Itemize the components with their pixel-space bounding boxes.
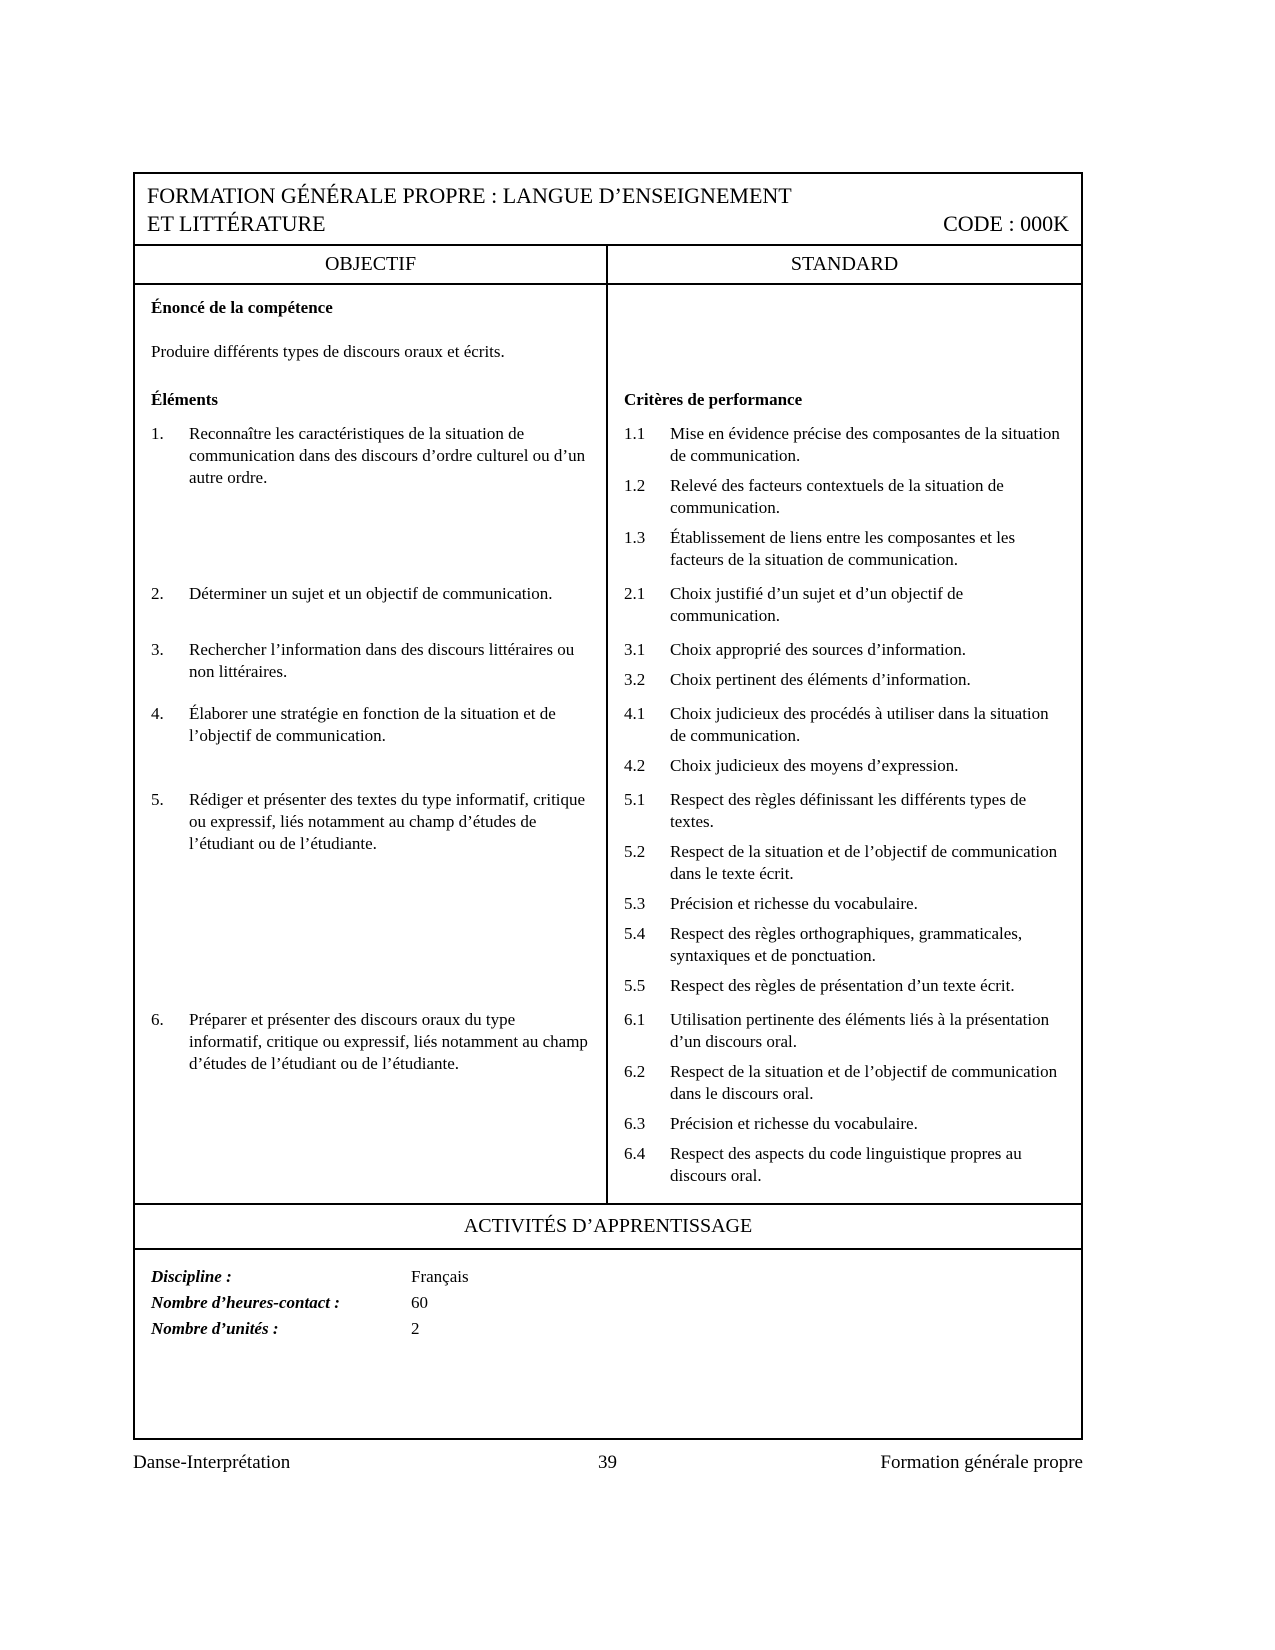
criterion-text: Respect des règles de présentation d’un texte écrit.: [670, 976, 1015, 995]
objectif-cell: [135, 691, 608, 777]
criterion-number: 4.1: [624, 704, 646, 723]
criterion-item: [624, 1061, 1065, 1105]
document-title-line2: ET LITTÉRATURE: [147, 211, 326, 236]
objectif-cell: [135, 627, 608, 691]
criterion-number: 2.1: [624, 584, 646, 603]
criterion-number: 1.2: [624, 476, 646, 495]
criterion-number: 6.3: [624, 1114, 646, 1133]
objectif-cell: [135, 571, 608, 627]
document-title-line1: FORMATION GÉNÉRALE PROPRE : LANGUE D’ENSEIGNEMENT: [147, 183, 792, 208]
standard-cell: [608, 627, 1081, 691]
footer-section-name: Formation générale propre: [880, 1452, 1083, 1473]
criterion-text: Relevé des facteurs contextuels de la situation de communication.: [670, 476, 1004, 517]
criterion-item: [624, 1113, 1065, 1135]
standard-cell: [608, 285, 1081, 363]
criterion-number: 5.5: [624, 976, 646, 995]
table-row: [135, 777, 1081, 997]
criterion-item: [624, 893, 1065, 915]
criterion-item: [624, 975, 1065, 997]
element-item: [151, 703, 590, 747]
detail-value: 60: [411, 1293, 428, 1312]
criteres-heading: Critères de performance: [624, 390, 803, 409]
detail-line-discipline: [151, 1264, 1065, 1290]
standard-cell: [608, 363, 1081, 411]
criterion-item: [624, 423, 1065, 467]
criterion-number: 3.1: [624, 640, 646, 659]
criterion-item: [624, 755, 1065, 777]
criterion-item: [624, 639, 1065, 661]
detail-value: 2: [411, 1319, 420, 1338]
element-text: Préparer et présenter des discours oraux du type informatif, critique ou expressif, liés notamment au champ d’études de l’étudiant ou de l’étudiante.: [189, 1010, 588, 1073]
element-text: Rechercher l’information dans des discours littéraires ou non littéraires.: [189, 640, 575, 681]
detail-line-unites: [151, 1316, 1065, 1342]
footer-page-number: 39: [598, 1452, 618, 1473]
objectif-cell: [135, 411, 608, 571]
criterion-number: 1.1: [624, 424, 646, 443]
criterion-text: Respect des aspects du code linguistique propres au discours oral.: [670, 1144, 1022, 1185]
objectif-cell: [135, 777, 608, 997]
document-title: [147, 182, 792, 238]
criterion-item: [624, 1009, 1065, 1053]
column-header-standard: STANDARD: [790, 253, 899, 275]
element-text: Élaborer une stratégie en fonction de la situation et de l’objectif de communication.: [189, 704, 556, 745]
spacer: [151, 319, 590, 341]
detail-label: Nombre d’unités :: [151, 1319, 279, 1338]
page-footer: [133, 1452, 1083, 1474]
criterion-number: 5.1: [624, 790, 646, 809]
table-row-headings: [135, 363, 1081, 411]
criterion-text: Choix judicieux des procédés à utiliser dans la situation de communication.: [670, 704, 1049, 745]
document-code: CODE : 000K: [943, 211, 1069, 236]
element-number: 3.: [151, 640, 164, 659]
criterion-item: [624, 1143, 1065, 1187]
standard-cell: [608, 411, 1081, 571]
criterion-number: 5.2: [624, 842, 646, 861]
element-number: 6.: [151, 1010, 164, 1029]
criterion-text: Utilisation pertinente des éléments liés à la présentation d’un discours oral.: [670, 1010, 1050, 1051]
element-text: Rédiger et présenter des textes du type informatif, critique ou expressif, liés notamment au champ d’études de l’étudiant ou de l’étudiante.: [189, 790, 586, 853]
criterion-text: Précision et richesse du vocabulaire.: [670, 1114, 918, 1133]
table-row: [135, 997, 1081, 1203]
objectif-cell: [135, 363, 608, 411]
criterion-item: [624, 583, 1065, 627]
table-row: [135, 691, 1081, 777]
details-block: [135, 1250, 1081, 1438]
element-item: [151, 1009, 590, 1075]
criterion-item: [624, 923, 1065, 967]
criterion-item: [624, 789, 1065, 833]
criterion-text: Respect des règles définissant les différents types de textes.: [670, 790, 1027, 831]
standard-cell: [608, 691, 1081, 777]
table-row: [135, 627, 1081, 691]
criterion-item: [624, 703, 1065, 747]
detail-value: Français: [411, 1267, 469, 1286]
criterion-number: 1.3: [624, 528, 646, 547]
element-item: [151, 423, 590, 489]
criterion-text: Établissement de liens entre les composantes et les facteurs de la situation de communication.: [670, 528, 1016, 569]
criterion-text: Choix pertinent des éléments d’information.: [670, 670, 971, 689]
element-text: Déterminer un sujet et un objectif de communication.: [189, 584, 553, 603]
criterion-number: 4.2: [624, 756, 646, 775]
element-item: [151, 789, 590, 855]
elements-heading: Éléments: [151, 390, 219, 409]
criterion-number: 6.2: [624, 1062, 646, 1081]
activities-title: ACTIVITÉS D’APPRENTISSAGE: [135, 1203, 1081, 1250]
competency-table: [133, 172, 1083, 1440]
criterion-item: [624, 527, 1065, 571]
objectif-cell: [135, 997, 608, 1203]
criterion-text: Précision et richesse du vocabulaire.: [670, 894, 918, 913]
column-header-objectif: OBJECTIF: [135, 246, 608, 283]
criterion-text: Respect des règles orthographiques, grammaticales, syntaxiques et de ponctuation.: [670, 924, 1023, 965]
table-row: [135, 571, 1081, 627]
criterion-number: 6.1: [624, 1010, 646, 1029]
criterion-text: Mise en évidence précise des composantes de la situation de communication.: [670, 424, 1060, 465]
objectif-cell: [135, 285, 608, 363]
competence-text: Produire différents types de discours oraux et écrits.: [151, 342, 505, 361]
criterion-number: 6.4: [624, 1144, 646, 1163]
table-row-enonce: [135, 285, 1081, 363]
element-text: Reconnaître les caractéristiques de la situation de communication dans des discours d’ordre culturel ou d’un autre ordre.: [189, 424, 586, 487]
criterion-number: 3.2: [624, 670, 646, 689]
criterion-item: [624, 841, 1065, 885]
standard-cell: [608, 777, 1081, 997]
element-number: 4.: [151, 704, 164, 723]
detail-label: Nombre d’heures-contact :: [151, 1293, 340, 1312]
standard-cell: [608, 571, 1081, 627]
criterion-text: Choix justifié d’un sujet et d’un objectif de communication.: [670, 584, 964, 625]
detail-label: Discipline :: [151, 1267, 232, 1286]
criterion-item: [624, 669, 1065, 691]
standard-cell: [608, 997, 1081, 1203]
table-title-row: [135, 174, 1081, 246]
criterion-item: [624, 475, 1065, 519]
element-item: [151, 639, 590, 683]
criterion-text: Respect de la situation et de l’objectif de communication dans le texte écrit.: [670, 842, 1058, 883]
detail-line-heures: [151, 1290, 1065, 1316]
criterion-number: 5.4: [624, 924, 646, 943]
element-number: 5.: [151, 790, 164, 809]
footer-program-name: Danse-Interprétation: [133, 1452, 291, 1473]
element-item: [151, 583, 590, 605]
element-number: 1.: [151, 424, 164, 443]
column-header-row: [135, 246, 1081, 285]
criterion-text: Choix judicieux des moyens d’expression.: [670, 756, 959, 775]
element-number: 2.: [151, 584, 164, 603]
criterion-number: 5.3: [624, 894, 646, 913]
competence-heading: Énoncé de la compétence: [151, 298, 333, 317]
criterion-text: Respect de la situation et de l’objectif de communication dans le discours oral.: [670, 1062, 1058, 1103]
table-row: [135, 411, 1081, 571]
criterion-text: Choix approprié des sources d’information.: [670, 640, 967, 659]
